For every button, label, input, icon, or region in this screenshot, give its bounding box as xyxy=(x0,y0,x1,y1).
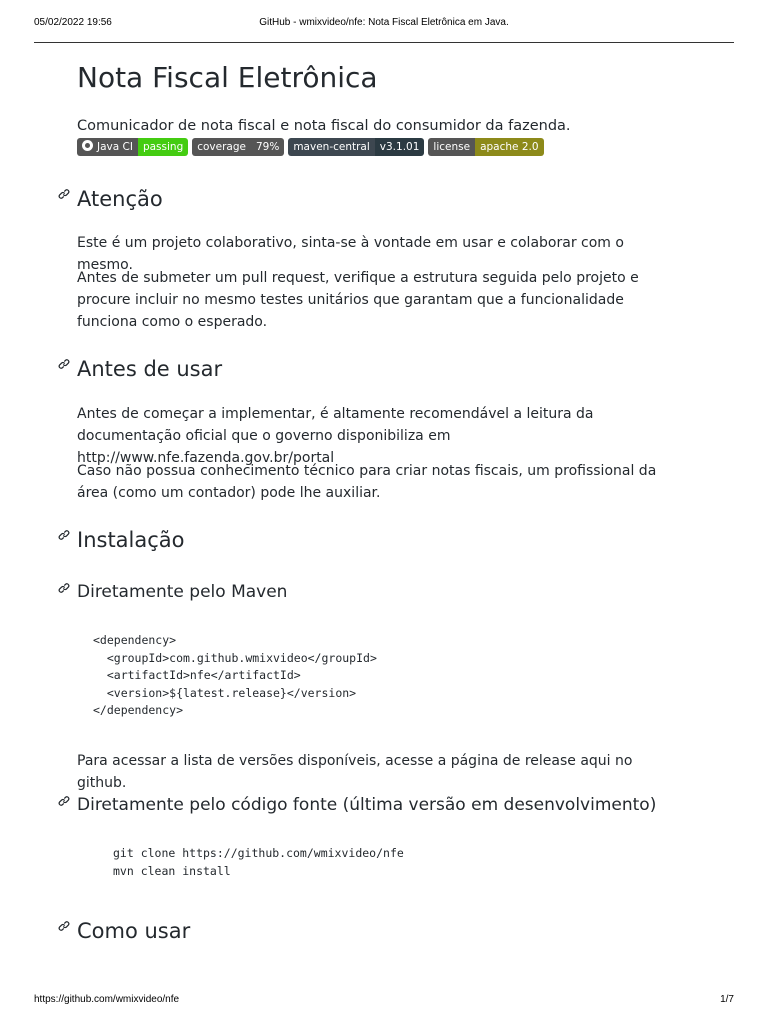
heading-text: Diretamente pelo código fonte (última versão em desenvolvimento) xyxy=(77,795,657,815)
readme-content xyxy=(77,58,677,943)
code-line: <dependency> xyxy=(93,633,177,647)
link-icon[interactable] xyxy=(57,581,71,595)
github-icon xyxy=(82,140,93,151)
heading-instalacao xyxy=(77,526,185,554)
badge-value: 79% xyxy=(251,138,284,156)
link-icon[interactable] xyxy=(57,919,71,933)
badge-value: v3.1.01 xyxy=(375,138,425,156)
print-datetime: 05/02/2022 19:56 xyxy=(34,17,112,28)
code-line: </dependency> xyxy=(93,703,184,717)
code-block-git xyxy=(113,845,404,880)
heading-maven xyxy=(77,580,287,604)
paragraph: Antes de submeter um pull request, verifique a estrutura seguida pelo projeto e procure incluir no mesmo testes unitários que garantam que a funcionalidade funciona como o esperado. xyxy=(77,270,639,330)
project-description: Comunicador de nota fiscal e nota fiscal do consumidor da fazenda. xyxy=(77,118,571,134)
badge-value: passing xyxy=(138,138,188,156)
badge-value: apache 2.0 xyxy=(475,138,543,156)
link-icon[interactable] xyxy=(57,187,71,201)
heading-text: Instalação xyxy=(77,528,185,552)
heading-text: Diretamente pelo Maven xyxy=(77,582,288,602)
heading-atencao xyxy=(77,185,163,213)
code-line: mvn clean install xyxy=(113,863,231,878)
badge-java-ci[interactable] xyxy=(77,138,188,156)
heading-antes-de-usar xyxy=(77,355,222,383)
print-header xyxy=(34,17,734,31)
paragraph: Caso não possua conhecimento técnico para criar notas fiscais, um profissional da área (como um contador) pode lhe auxiliar. xyxy=(77,463,657,501)
heading-codigo-fonte xyxy=(77,793,656,817)
heading-como-usar xyxy=(77,917,190,945)
badge-label: Java CI xyxy=(97,141,133,153)
paragraph: Antes de começar a implementar, é altamente recomendável a leitura da documentação oficial que o governo disponibiliza em http://www.nfe.fazenda.gov.br/portal xyxy=(77,406,594,466)
badge-maven-central[interactable] xyxy=(288,138,424,156)
code-line: <artifactId>nfe</artifactId> xyxy=(93,668,301,682)
header-divider xyxy=(34,42,734,43)
code-line: <version>${latest.release}</version> xyxy=(93,685,357,700)
badge-coverage[interactable] xyxy=(192,138,284,156)
print-footer xyxy=(34,994,734,1008)
code-line: git clone https://github.com/wmixvideo/nfe xyxy=(113,846,404,860)
print-url: https://github.com/wmixvideo/nfe xyxy=(34,994,180,1005)
link-icon[interactable] xyxy=(57,528,71,542)
badge-label: coverage xyxy=(192,138,251,156)
link-icon[interactable] xyxy=(57,357,71,371)
badge-license[interactable] xyxy=(428,138,543,156)
page-title: Nota Fiscal Eletrônica xyxy=(77,61,378,94)
code-line: <groupId>com.github.wmixvideo</groupId> xyxy=(93,650,377,665)
paragraph: Este é um projeto colaborativo, sinta-se à vontade em usar e colaborar com o mesmo. xyxy=(77,235,624,273)
print-page-title: GitHub - wmixvideo/nfe: Nota Fiscal Eletrônica em Java. xyxy=(259,17,509,28)
code-block-maven xyxy=(93,632,377,720)
print-page-number: 1/7 xyxy=(720,994,734,1005)
heading-text: Como usar xyxy=(77,919,191,943)
link-icon[interactable] xyxy=(57,794,71,808)
badge-row xyxy=(77,138,544,158)
badge-label: maven-central xyxy=(288,138,374,156)
badge-label: license xyxy=(428,138,475,156)
heading-text: Antes de usar xyxy=(77,357,223,381)
paragraph: Para acessar a lista de versões disponíveis, acesse a página de release aqui no github. xyxy=(77,753,633,791)
heading-text: Atenção xyxy=(77,187,163,211)
